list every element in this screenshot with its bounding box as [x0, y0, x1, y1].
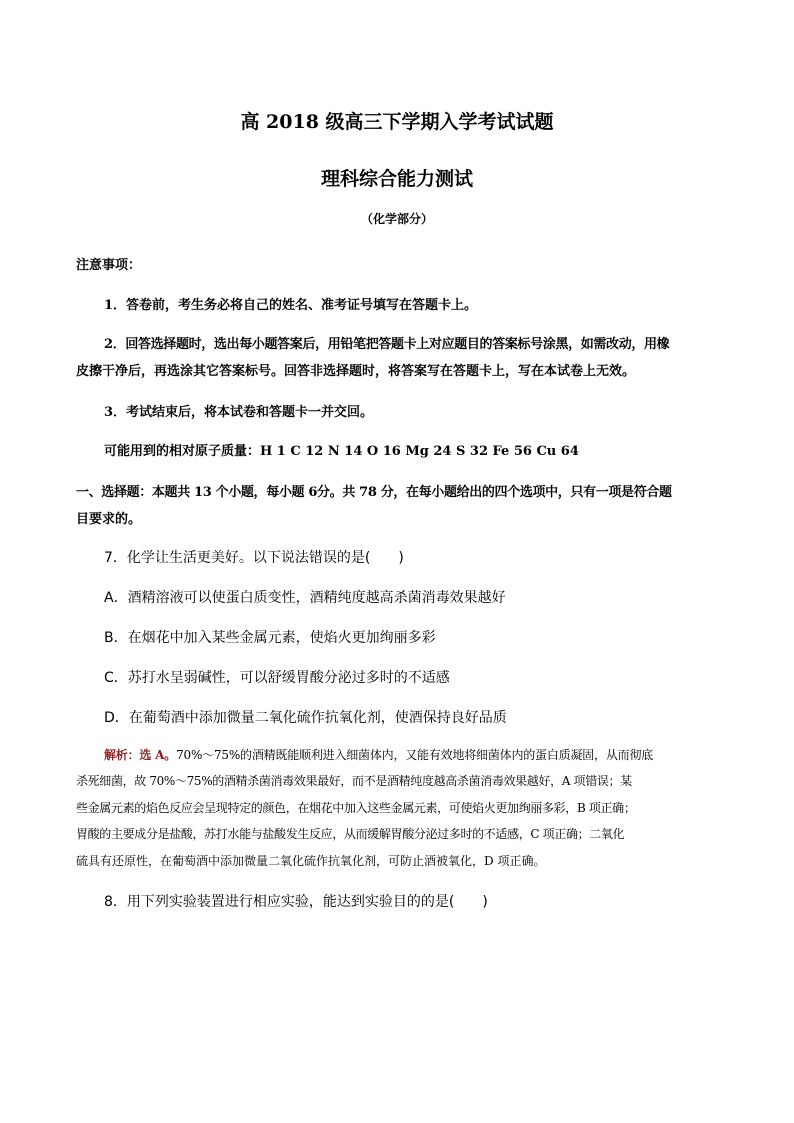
exam-title: 高 2018 级高三下学期入学考试试题 — [240, 111, 554, 133]
question-7-option-b: B．在烟花中加入某些金属元素，使焰火更加绚丽多彩 — [104, 630, 436, 646]
atomic-masses: 可能用到的相对原子质量：H 1 C 12 N 14 O 16 Mg 24 S 32 Fe 56 Cu 64 — [104, 444, 579, 459]
analysis-line-3: 些金属元素的焰色反应会呈现特定的颜色，在烟花中加入这些金属元素，可使焰火更加绚丽多彩，B 项正确； — [76, 801, 636, 815]
notice-heading: 注意事项： — [76, 258, 142, 273]
question-7-option-c: C．苏打水呈弱碱性，可以舒缓胃酸分泌过多时的不适感 — [104, 670, 450, 686]
analysis-text: 70%～75%的酒精既能顺利进入细菌体内，又能有效地将细菌体内的蛋白质凝固，从而彻底 — [176, 748, 654, 762]
notice-item-3: 3．考试结束后，将本试卷和答题卡一并交回。 — [104, 405, 374, 420]
analysis-line-5: 硫具有还原性，在葡萄酒中添加微量二氧化硫作抗氧化剂，可防止酒被氧化，D 项正确。 — [76, 854, 546, 868]
question-8-stem: 8．用下列实验装置进行相应实验，能达到实验目的的是( ) — [104, 894, 488, 910]
analysis-label: 解析：选 A。 — [104, 748, 177, 762]
analysis-line-1 — [104, 746, 653, 763]
question-7-option-d: D．在葡萄酒中添加微量二氧化硫作抗氧化剂，使酒保持良好品质 — [104, 710, 507, 726]
notice-item-2-line-1: 2．回答选择题时，选出每小题答案后，用铅笔把答题卡上对应题目的答案标号涂黑，如需改动，用橡 — [104, 337, 670, 352]
question-7-option-a: A．酒精溶液可以使蛋白质变性，酒精纯度越高杀菌消毒效果越好 — [104, 590, 506, 606]
analysis-line-2: 杀死细菌，故 70%～75%的酒精杀菌消毒效果最好，而不是酒精纯度越高杀菌消毒效果越好，A 项错误；某 — [76, 774, 632, 788]
notice-item-2-line-2: 皮擦干净后，再选涂其它答案标号。回答非选择题时，将答案写在答题卡上，写在本试卷上无效。 — [76, 364, 636, 379]
section-instructions-line-1: 一、选择题：本题共 13 个小题，每小题 6分。共 78 分，在每小题给出的四个选项中，只有一项是符合题 — [76, 485, 672, 500]
section-label: （化学部分） — [360, 212, 433, 226]
analysis-line-4: 胃酸的主要成分是盐酸，苏打水能与盐酸发生反应，从而缓解胃酸分泌过多时的不适感，C 项正确；二氧化 — [76, 827, 625, 841]
exam-subtitle: 理科综合能力测试 — [320, 168, 473, 190]
notice-item-1: 1．答卷前，考生务必将自己的姓名、准考证号填写在答题卡上。 — [104, 298, 478, 313]
question-7-stem: 7．化学让生活更美好。以下说法错误的是( ) — [104, 550, 404, 566]
section-instructions-line-2: 目要求的。 — [76, 512, 142, 527]
